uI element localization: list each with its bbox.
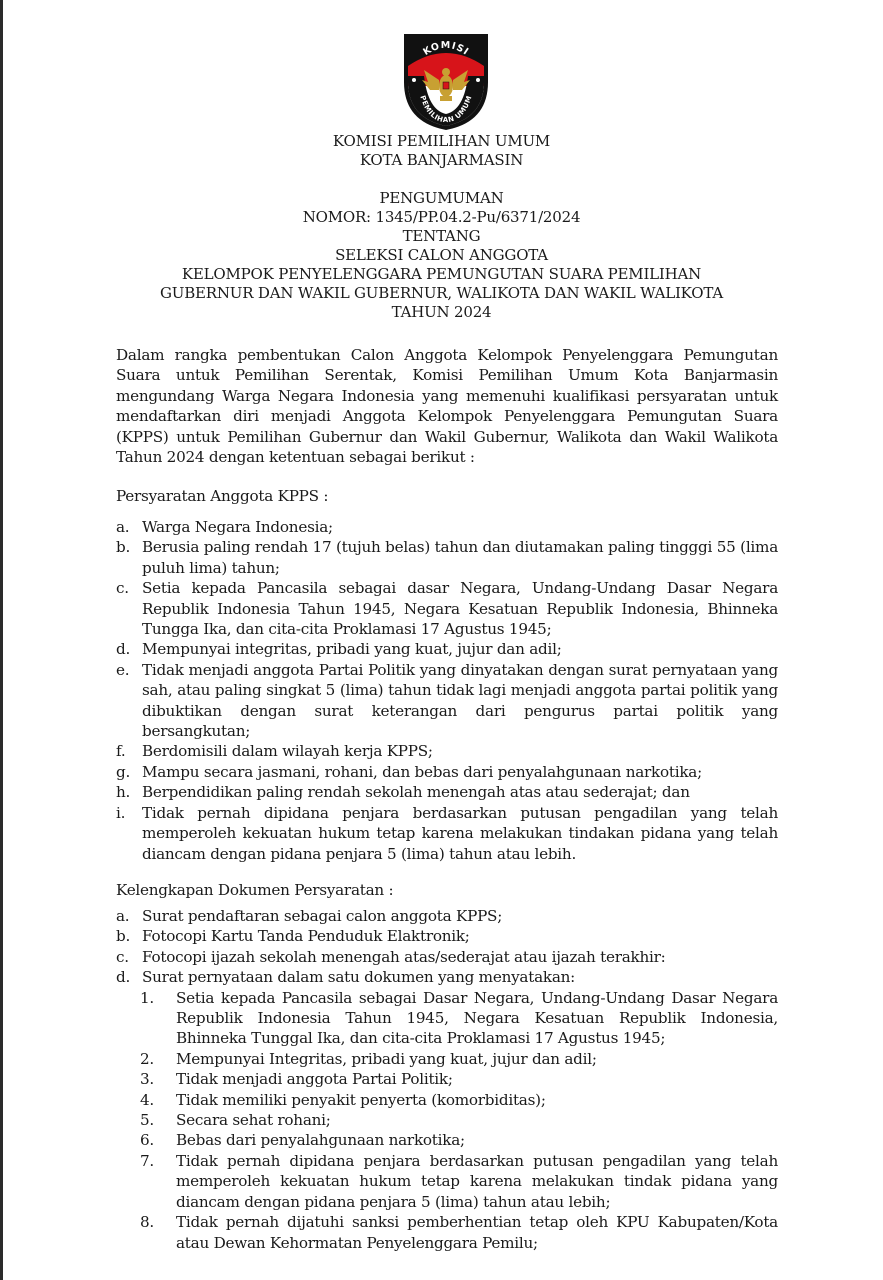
- list-text: Tidak menjadi anggota Partai Politik;: [176, 1070, 453, 1089]
- list-text: Bebas dari penyalahgunaan narkotika;: [176, 1131, 465, 1150]
- list-item: [116, 660, 778, 742]
- list-text: Berusia paling rendah 17 (tujuh belas) tahun dan diutamakan paling tingggi 55 (lima puluh lima) tahun;: [142, 538, 778, 577]
- list-item: [116, 967, 778, 987]
- doc-title-line1: SELEKSI CALON ANGGOTA: [335, 246, 548, 264]
- list-item: [116, 639, 778, 659]
- statements-list: [116, 988, 778, 1253]
- list-item: [116, 782, 778, 802]
- list-text: Berdomisili dalam wilayah kerja KPPS;: [142, 742, 433, 761]
- list-marker: 8.: [140, 1213, 154, 1232]
- list-marker: f.: [116, 742, 126, 761]
- list-item: [116, 1090, 778, 1110]
- doc-title-line2: KELOMPOK PENYELENGGARA PEMUNGUTAN SUARA PEMILIHAN: [181, 265, 702, 283]
- list-marker: 4.: [140, 1090, 154, 1109]
- list-item: [116, 578, 778, 639]
- list-text: Mempunyai integritas, pribadi yang kuat, jujur dan adil;: [142, 640, 562, 659]
- list-marker: 3.: [140, 1070, 154, 1089]
- list-item: [116, 1110, 778, 1130]
- doc-about: TENTANG: [402, 227, 481, 245]
- list-item: [116, 1212, 778, 1253]
- list-marker: a.: [116, 518, 130, 536]
- list-text: Mampu secara jasmani, rohani, dan bebas dari penyalahgunaan narkotika;: [142, 762, 702, 781]
- list-marker: i.: [116, 803, 126, 822]
- list-text: Surat pernyataan dalam satu dokumen yang menyatakan:: [142, 968, 576, 987]
- list-text: Tidak pernah dipidana penjara berdasarkan putusan pengadilan yang telah memperoleh kekuatan hukum tetap karena melakukan tindak pidana yang diancam dengan pidana penjara 5 (lima) tahun atau lebih;: [176, 1151, 778, 1211]
- list-text: Tidak memiliki penyakit penyerta (komorbiditas);: [176, 1090, 546, 1109]
- list-marker: c.: [116, 579, 129, 598]
- list-marker: 5.: [140, 1111, 154, 1130]
- kpu-logo: [400, 30, 492, 130]
- svg-text:KOMISI: KOMISI: [421, 39, 471, 58]
- list-text: Setia kepada Pancasila sebagai Dasar Negara, Undang-Undang Dasar Negara Republik Indonesia Tahun 1945, Negara Kesatuan Republik Indonesia, Bhinneka Tunggal Ika, dan cita-cita Proklamasi 17 Agustus 1945;: [176, 988, 778, 1048]
- list-item: [116, 762, 778, 782]
- list-marker: b.: [116, 538, 131, 557]
- list-marker: c.: [116, 947, 129, 966]
- org-name: KOMISI PEMILIHAN UMUM: [332, 132, 551, 150]
- list-marker: d.: [116, 968, 131, 987]
- list-text: Secara sehat rohani;: [176, 1111, 331, 1130]
- list-marker: 7.: [140, 1151, 154, 1170]
- list-marker: e.: [116, 660, 130, 679]
- doc-title-line3: GUBERNUR DAN WAKIL GUBERNUR, WALIKOTA DAN WAKIL WALIKOTA: [159, 284, 724, 302]
- list-item: [116, 988, 778, 1049]
- list-text: Mempunyai Integritas, pribadi yang kuat, jujur dan adil;: [176, 1049, 597, 1068]
- documents-list: [116, 906, 778, 988]
- kpu-emblem-icon: [400, 30, 492, 130]
- list-marker: g.: [116, 762, 131, 781]
- doc-type: PENGUMUMAN: [379, 189, 504, 207]
- list-marker: 2.: [140, 1049, 154, 1068]
- list-item: [116, 1130, 778, 1150]
- documents-heading: Kelengkapan Dokumen Persyaratan :: [116, 881, 394, 899]
- list-text: Fotocopi Kartu Tanda Penduduk Elaktronik;: [142, 927, 470, 946]
- list-marker: 1.: [140, 988, 154, 1007]
- list-item: [116, 741, 778, 761]
- list-item: [116, 1069, 778, 1089]
- list-item: [116, 906, 778, 926]
- list-text: Warga Negara Indonesia;: [142, 518, 333, 536]
- intro-paragraph: Dalam rangka pembentukan Calon Anggota Kelompok Penyelenggara Pemungutan Suara untuk Pemilihan Serentak, Komisi Pemilihan Umum Kota Banjarmasin mengundang Warga Negara Indonesia yang memenuhi kualifikasi persyaratan untuk mendaftarkan diri menjadi Anggota Kelompok Penyelenggara Pemungutan Suara (KPPS) untuk Pemilihan Gubernur dan Wakil Gubernur, Walikota dan Wakil Walikota Tahun 2024 dengan ketentuan sebagai berikut :: [116, 346, 778, 467]
- list-marker: d.: [116, 640, 131, 659]
- doc-number: NOMOR: 1345/PP.04.2-Pu/6371/2024: [302, 208, 581, 226]
- svg-text:PEMILIHAN UMUM: PEMILIHAN UMUM: [418, 94, 474, 125]
- list-marker: h.: [116, 783, 131, 802]
- announcement-header: [0, 132, 883, 322]
- list-text: Tidak pernah dipidana penjara berdasarkan putusan pengadilan yang telah memperoleh kekuatan hukum tetap karena melakukan tindakan pidana yang telah diancam dengan pidana penjara 5 (lima) tahun atau lebih.: [142, 803, 778, 863]
- list-item: [116, 947, 778, 967]
- list-item: [116, 517, 778, 537]
- requirements-heading: Persyaratan Anggota KPPS :: [116, 487, 329, 505]
- list-text: Setia kepada Pancasila sebagai dasar Negara, Undang-Undang Dasar Negara Republik Indonesia Tahun 1945, Negara Kesatuan Republik Indonesia, Bhinneka Tungga Ika, dan cita-cita Proklamasi 17 Agustus 1945;: [142, 579, 778, 639]
- list-text: Tidak menjadi anggota Partai Politik yang dinyatakan dengan surat pernyataan yang sah, atau paling singkat 5 (lima) tahun tidak lagi menjadi anggota partai politik yang dibuktikan dengan surat keterangan dari pengurus partai politik yang bersangkutan;: [142, 660, 778, 741]
- org-city: KOTA BANJARMASIN: [359, 151, 524, 169]
- list-item: [116, 537, 778, 578]
- list-item: [116, 1049, 778, 1069]
- documents-section: [116, 906, 778, 1253]
- requirements-list: [116, 517, 778, 864]
- list-text: Surat pendaftaran sebagai calon anggota KPPS;: [142, 907, 503, 925]
- list-marker: a.: [116, 907, 130, 925]
- list-item: [116, 926, 778, 946]
- list-text: Tidak pernah dijatuhi sanksi pemberhentian tetap oleh KPU Kabupaten/Kota atau Dewan Kehormatan Penyelenggara Pemilu;: [176, 1213, 778, 1252]
- list-item: [116, 803, 778, 864]
- doc-title-line4: TAHUN 2024: [391, 303, 492, 321]
- list-text: Fotocopi ijazah sekolah menengah atas/sederajat atau ijazah terakhir:: [142, 947, 666, 966]
- list-text: Berpendidikan paling rendah sekolah menengah atas atau sederajat; dan: [142, 783, 690, 802]
- list-marker: b.: [116, 927, 131, 946]
- list-marker: 6.: [140, 1131, 154, 1150]
- list-item: [116, 1151, 778, 1212]
